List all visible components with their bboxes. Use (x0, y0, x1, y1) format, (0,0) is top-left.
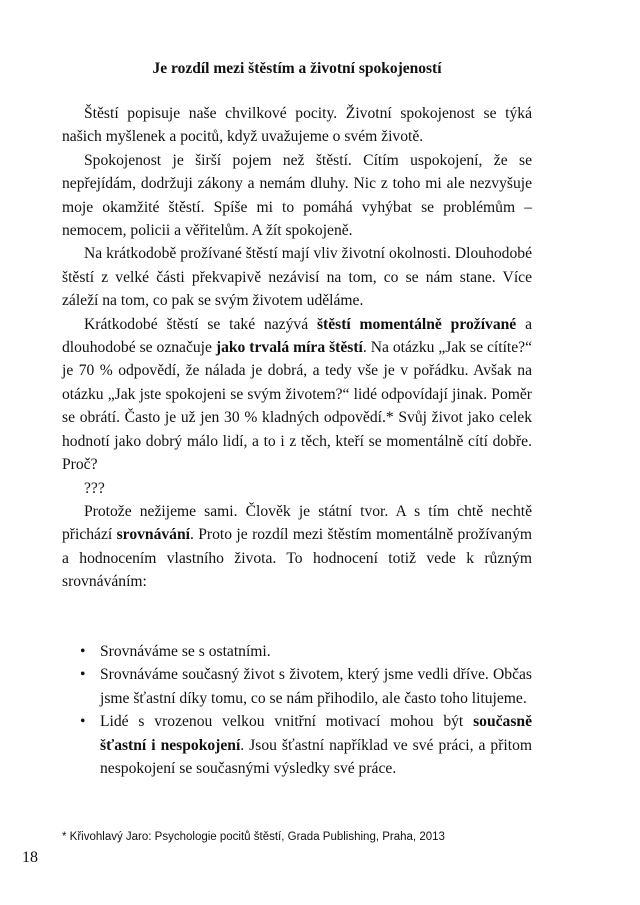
list-item (62, 640, 532, 663)
page-number: 18 (22, 849, 38, 866)
bold-term: současně šťastní i nespokojení (100, 713, 532, 754)
bold-term: srovnávání (116, 526, 190, 544)
text-run: a dlouhodobé se označuje (62, 315, 532, 357)
text-run: . Proto je rozdíl mezi štěstím momentálně prožívaným a hodnocením vlastního života. To hodnocení totiž vede k různým srovnáváním: (62, 526, 533, 591)
footnote: * Křivohlavý Jaro: Psychologie pocitů štěstí, Grada Publishing, Praha, 2013 (62, 831, 445, 843)
bold-term: jako trvalá míra štěstí (215, 339, 363, 357)
list-item-text: Srovnáváme současný život s životem, který jsme vedli dříve. Občas jsme šťastní díky tomu, co se nám přihodilo, ale často toho litujeme. (100, 666, 532, 707)
text-run: Lidé s vrozenou velkou vnitřní motivací mohou být (100, 713, 474, 731)
paragraph (62, 500, 532, 594)
bullet-icon: • (80, 713, 86, 731)
bullet-icon: • (80, 666, 86, 684)
list-item (62, 663, 532, 710)
text-run: . Na otázku „Jak se cítíte?“ je 70 % odpovědí, že nálada je dobrá, a tedy vše je v pořádku. Avšak na otázku „Jak jste spokojeni se svým životem?“ lidé odpovídají jinak. Poměr se obrátí. Často je už jen 30 % kladných odpovědí.* Svůj život jako celek hodnotí jako dobrý málo lidí, a to i z těch, kteří se momentálně cítí dobře. Proč? (62, 339, 532, 474)
text-run: . Jsou šťastní například ve své práci, a přitom nespokojení se současnými výsledky své práce. (100, 736, 532, 778)
list-item-text: Srovnáváme se s ostatními. (100, 643, 271, 660)
paragraph: ??? (84, 479, 105, 497)
text-run: Krátkodobé štěstí se také nazývá (84, 315, 317, 333)
list-item (62, 710, 532, 780)
bullet-icon: • (80, 643, 86, 660)
paragraph (62, 313, 532, 477)
bullet-list (62, 640, 532, 780)
paragraph: Štěstí popisuje naše chvilkové pocity. Životní spokojenost se týká našich myšlenek a pocitů, když uvažujeme o svém životě. (62, 105, 532, 146)
text-run: Protože nežijeme sami. Člověk je státní tvor. A s tím chtě nechtě přichází (62, 502, 532, 544)
chapter-heading: Je rozdíl mezi štěstím a životní spokojeností (152, 60, 442, 77)
paragraph: Na krátkodobě prožívané štěstí mají vliv životní okolnosti. Dlouhodobé štěstí z velké části překvapivě nezávisí na tom, co se nám stane. Více záleží na tom, co pak se svým životem uděláme. (62, 245, 532, 310)
bold-term: štěstí momentálně prožívané (316, 315, 517, 333)
body-text (62, 102, 532, 594)
paragraph: Spokojenost je širší pojem než štěstí. Cítím uspokojení, že se nepřejídám, dodržuji zákony a nemám dluhy. Nic z toho mi ale nezvyšuje moje okamžité štěstí. Spíše mi to pomáhá vyhýbat se problémům – nemocem, policii a věřitelům. A žít spokojeně. (62, 151, 532, 240)
